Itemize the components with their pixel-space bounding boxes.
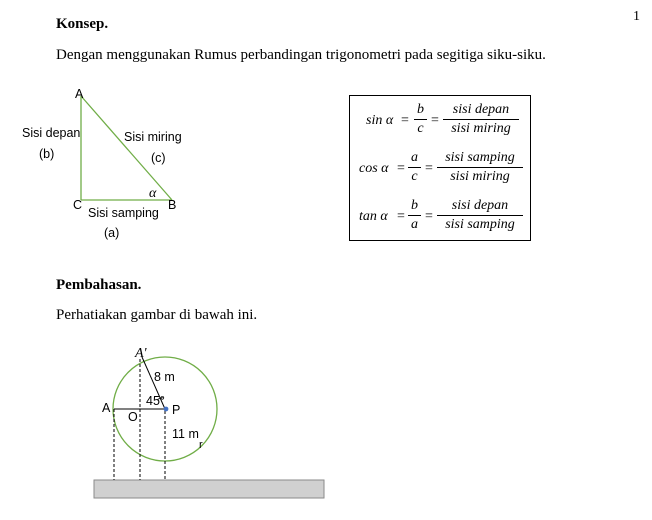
- fraction-denominator: sisi samping: [445, 217, 515, 232]
- triangle-angle-label: α: [149, 186, 157, 201]
- triangle-side-miring-var: (c): [151, 151, 166, 165]
- fraction-numerator: b: [411, 198, 418, 213]
- triangle-vertex-c: C: [73, 198, 83, 212]
- page-number: 1: [633, 9, 640, 24]
- fraction-denominator: sisi miring: [451, 121, 511, 136]
- formula-lhs: cos α: [359, 161, 389, 176]
- formula-equals: =: [397, 209, 405, 224]
- fraction-numerator: b: [417, 102, 424, 117]
- triangle-caption: (a): [104, 226, 120, 240]
- fraction-numerator: sisi depan: [452, 102, 510, 117]
- fraction-numerator: a: [411, 150, 418, 165]
- pembahasan-intro: Perhatiakan gambar di bawah ini.: [56, 307, 258, 323]
- label-radius: 8 m: [154, 370, 175, 384]
- formula-equals: =: [425, 161, 433, 176]
- triangle-side-miring-label: Sisi miring: [124, 130, 182, 144]
- fraction-denominator: sisi miring: [450, 169, 510, 184]
- formula-equals: =: [397, 161, 405, 176]
- konsep-intro: Dengan menggunakan Rumus perbandingan trigonometri pada segitiga siku-siku.: [56, 47, 546, 63]
- triangle-side-depan-label: Sisi depan: [22, 126, 81, 140]
- formula-equals: =: [401, 113, 409, 128]
- formula-equals: =: [425, 209, 433, 224]
- triangle-vertex-a: A: [75, 87, 84, 101]
- triangle-side-depan-var: (b): [39, 147, 55, 161]
- label-r: r: [199, 439, 203, 451]
- ground-platform: [94, 480, 324, 498]
- fraction-denominator: c: [417, 121, 424, 136]
- label-height: 11 m: [172, 427, 199, 441]
- fraction-denominator: c: [411, 169, 418, 184]
- fraction-numerator: sisi depan: [451, 198, 509, 213]
- label-a: A: [102, 401, 111, 415]
- pembahasan-heading: Pembahasan.: [56, 277, 142, 293]
- label-angle: 45°: [146, 394, 165, 408]
- triangle-vertex-b: B: [168, 198, 177, 212]
- formula-equals: =: [431, 113, 439, 128]
- label-a-prime: A': [135, 346, 147, 361]
- konsep-heading: Konsep.: [56, 16, 109, 32]
- formula-lhs: tan α: [359, 209, 388, 224]
- label-o: O: [128, 410, 138, 424]
- triangle-side-samping-label: Sisi samping: [88, 206, 159, 220]
- fraction-denominator: a: [411, 217, 418, 232]
- fraction-numerator: sisi samping: [445, 150, 515, 165]
- label-p: P: [172, 403, 181, 417]
- formula-lhs: sin α: [366, 113, 394, 128]
